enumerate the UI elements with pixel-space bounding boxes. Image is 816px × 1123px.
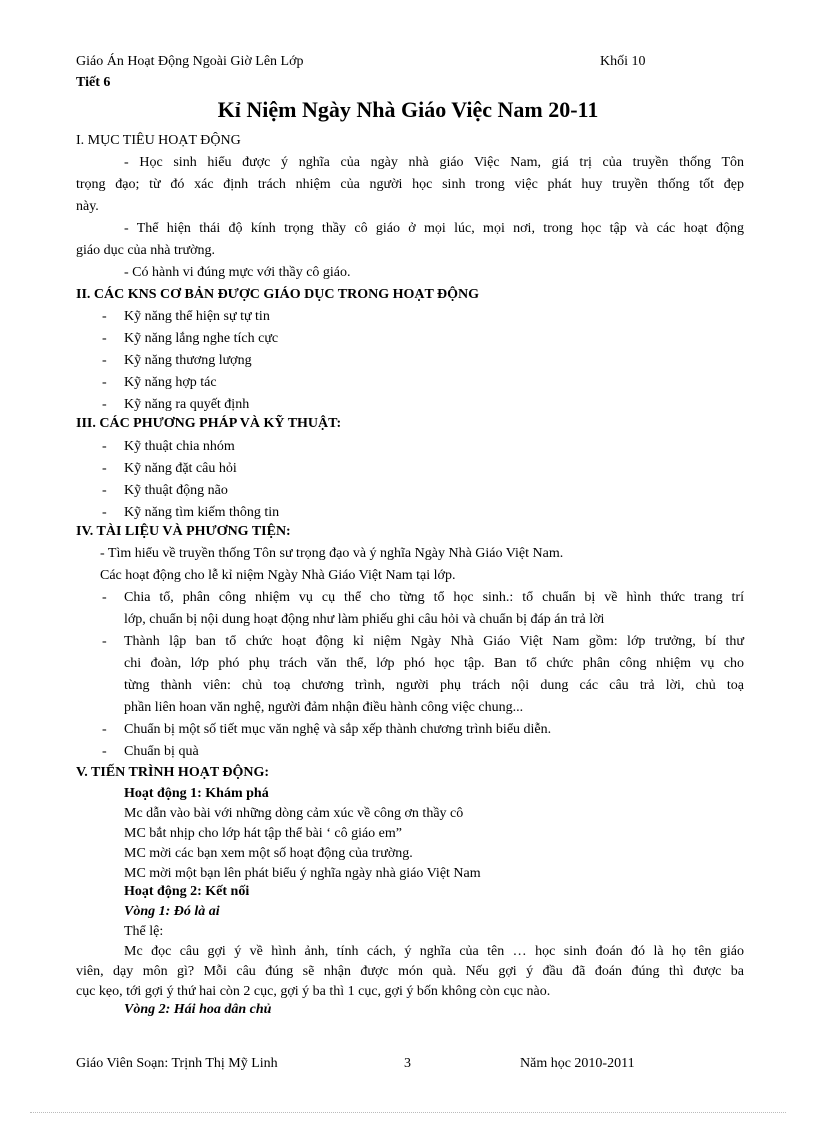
- list-item: Kỹ năng tìm kiếm thông tin: [124, 505, 280, 520]
- header-grade: Khối 10: [600, 54, 646, 69]
- bullet-dash: -: [102, 722, 107, 737]
- activity-1-line4: MC mời một bạn lên phát biểu ý nghĩa ngày nhà giáo Việt Nam: [124, 866, 481, 881]
- s4-b4: Chuẩn bị quà: [124, 744, 199, 759]
- bullet-dash: -: [102, 353, 107, 368]
- s4-line2: Các hoạt động cho lễ kỉ niệm Ngày Nhà Giáo Việt Nam tại lớp.: [100, 568, 456, 583]
- list-item: Kỹ năng thương lượng: [124, 353, 252, 368]
- footer-author: Giáo Viên Soạn: Trịnh Thị Mỹ Linh: [76, 1056, 278, 1071]
- rule-label: Thể lệ:: [124, 924, 164, 939]
- bullet-dash: -: [102, 590, 107, 605]
- list-item: Kỹ thuật động não: [124, 483, 228, 498]
- s4-b3: Chuẩn bị một số tiết mục văn nghệ và sắp xếp thành chương trình biểu diễn.: [124, 722, 552, 737]
- rule-line1: Mc đọc câu gợi ý về hình ảnh, tính cách, ý nghĩa của tên … học sinh đoán đó là họ tên giáo: [124, 944, 744, 959]
- list-item: Kỹ thuật chia nhóm: [124, 439, 235, 454]
- activity-1-line2: MC bắt nhịp cho lớp hát tập thể bài ‘ cô giáo em”: [124, 826, 402, 841]
- activity-2-title: Hoạt động 2: Kết nối: [124, 884, 250, 899]
- header-left: Giáo Án Hoạt Động Ngoài Giờ Lên Lớp: [76, 54, 304, 69]
- section-5-heading: V. TIẾN TRÌNH HOẠT ĐỘNG:: [76, 765, 270, 780]
- s4-b2-line3: từng thành viên: chủ toạ chương trình, người phụ trách nội dung các câu trả lời, chủ toạ: [124, 678, 744, 693]
- page-title: Kỉ Niệm Ngày Nhà Giáo Việc Nam 20-11: [217, 97, 599, 122]
- bullet-dash: -: [102, 439, 107, 454]
- bullet-dash: -: [102, 744, 107, 759]
- section-4-heading: IV. TÀI LIỆU VÀ PHƯƠNG TIỆN:: [76, 524, 291, 539]
- bullet-dash: -: [102, 634, 107, 649]
- round-1-title: Vòng 1: Đó là ai: [124, 904, 220, 919]
- bullet-dash: -: [102, 397, 107, 412]
- s4-b1-line2: lớp, chuẩn bị nội dung hoạt động như làm phiếu ghi câu hỏi và chuẩn bị đáp án trả lời: [124, 612, 605, 627]
- s4-b2-line1: Thành lập ban tổ chức hoạt động kỉ niệm Ngày Nhà Giáo Việt Nam gồm: lớp trưởng, bí thư: [124, 634, 744, 649]
- list-item: Kỹ năng lắng nghe tích cực: [124, 331, 279, 346]
- list-item: Kỹ năng thể hiện sự tự tin: [124, 309, 270, 324]
- bullet-dash: -: [102, 331, 107, 346]
- list-item: Kỹ năng đặt câu hỏi: [124, 461, 237, 476]
- s1-p2-line1: - Thể hiện thái độ kính trọng thầy cô giáo ở mọi lúc, mọi nơi, trong học tập và các hoạt động: [124, 221, 744, 236]
- s4-b1-line1: Chia tổ, phân công nhiệm vụ cụ thể cho từng tổ học sinh.: tổ chuẩn bị về hình thức trang trí: [124, 590, 744, 605]
- s1-p2-line2: giáo dục của nhà trường.: [76, 243, 216, 258]
- bullet-dash: -: [102, 505, 107, 520]
- section-3-heading: III. CÁC PHƯƠNG PHÁP VÀ KỸ THUẬT:: [76, 416, 342, 431]
- page-bottom-divider: [30, 1112, 786, 1113]
- s1-p1-line1: - Học sinh hiểu được ý nghĩa của ngày nhà giáo Việc Nam, giá trị của truyền thống Tôn: [124, 155, 744, 170]
- section-2-heading: II. CÁC KNS CƠ BẢN ĐƯỢC GIÁO DỤC TRONG HOẠT ĐỘNG: [76, 287, 480, 302]
- page-number: 3: [404, 1056, 411, 1071]
- footer-school-year: Năm học 2010-2011: [520, 1056, 635, 1071]
- section-1-heading: I. MỤC TIÊU HOẠT ĐỘNG: [76, 133, 241, 148]
- lesson-number: Tiết 6: [76, 75, 111, 90]
- list-item: Kỹ năng hợp tác: [124, 375, 217, 390]
- s4-b2-line4: phần liên hoan văn nghệ, người đảm nhận điều hành công việc chung...: [124, 700, 524, 715]
- round-2-title: Vòng 2: Hái hoa dân chủ: [124, 1002, 272, 1017]
- activity-1-title: Hoạt động 1: Khám phá: [124, 786, 269, 801]
- bullet-dash: -: [102, 461, 107, 476]
- rule-line3: cục kẹo, tới gợi ý thứ hai còn 2 cục, gợi ý ba thì 1 cục, gợi ý bốn không còn cục nào.: [76, 984, 551, 999]
- s1-p1-line2: trọng đạo; từ đó xác định trách nhiệm của người học sinh trong việc phát huy truyền thống tốt đẹp: [76, 177, 744, 192]
- list-item: Kỹ năng ra quyết định: [124, 397, 250, 412]
- rule-line2: viên, dạy môn gì? Mỗi câu đúng sẽ nhận được món quà. Nếu gợi ý đầu đã đoán đúng thì được ba: [76, 964, 744, 979]
- s1-p1-line3: này.: [76, 199, 99, 214]
- bullet-dash: -: [102, 309, 107, 324]
- bullet-dash: -: [102, 375, 107, 390]
- s1-p3: - Có hành vi đúng mực với thầy cô giáo.: [124, 265, 351, 280]
- bullet-dash: -: [102, 483, 107, 498]
- s4-line1: - Tìm hiểu về truyền thống Tôn sư trọng đạo và ý nghĩa Ngày Nhà Giáo Việt Nam.: [100, 546, 564, 561]
- activity-1-line1: Mc dẫn vào bài với những dòng cảm xúc về công ơn thầy cô: [124, 806, 464, 821]
- s4-b2-line2: chi đoàn, lớp phó phụ trách văn thể, lớp phó học tập. Ban tổ chức phân công nhiệm vụ cho: [124, 656, 744, 671]
- activity-1-line3: MC mời các bạn xem một số hoạt động của trường.: [124, 846, 413, 861]
